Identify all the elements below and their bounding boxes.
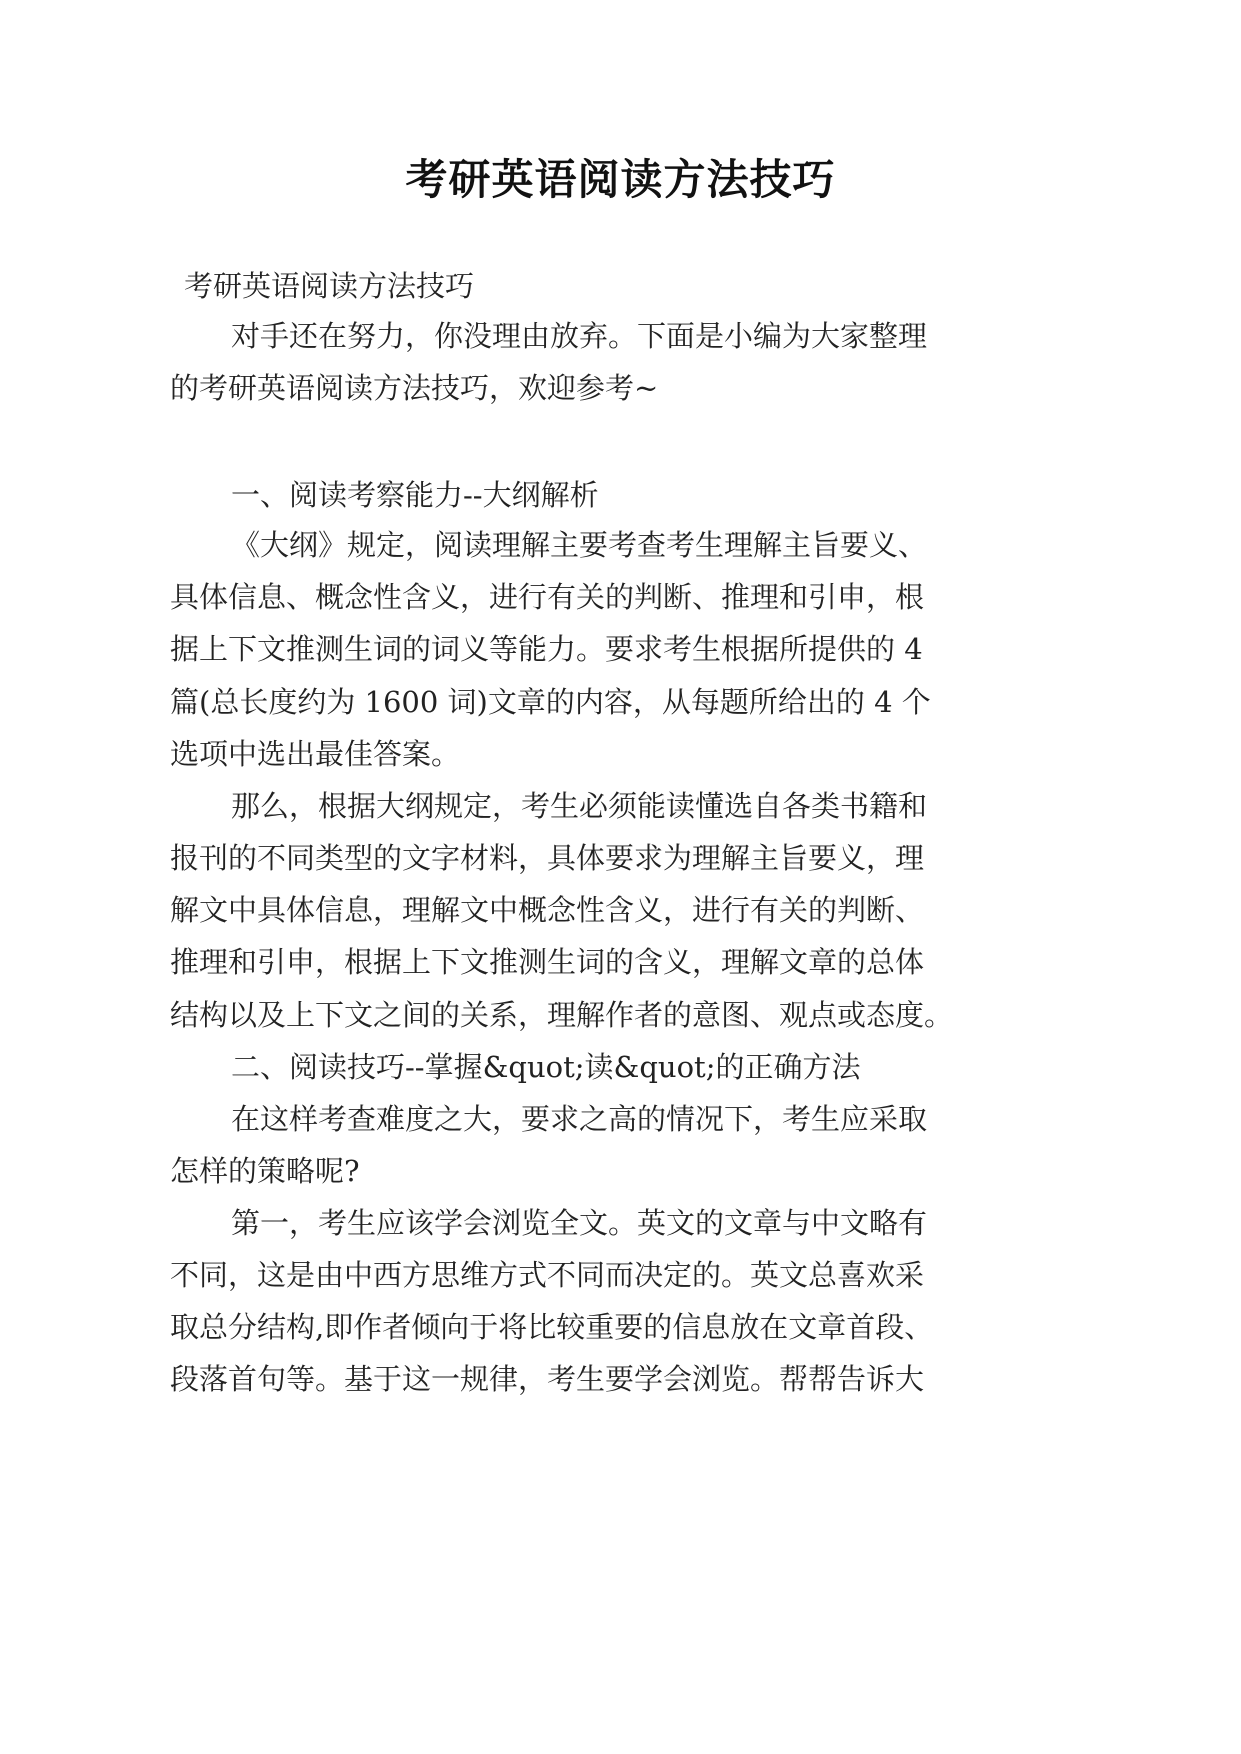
paragraph-line: 结构以及上下文之间的关系，理解作者的意图、观点或态度。 [170,998,954,1032]
paragraph-line: 选项中选出最佳答案。 [170,737,461,771]
paragraph-line: 具体信息、概念性含义，进行有关的判断、推理和引申，根 [170,580,925,614]
paragraph-line: 段落首句等。基于这一规律，考生要学会浏览。帮帮告诉大 [170,1362,925,1396]
paragraph-line: 怎样的策略呢? [170,1154,360,1188]
paragraph-line: 在这样考查难度之大，要求之高的情况下，考生应采取 [231,1102,928,1136]
paragraph-line: 解文中具体信息，理解文中概念性含义，进行有关的判断、 [170,893,925,927]
paragraph-line: 那么，根据大纲规定，考生必须能读懂选自各类书籍和 [231,789,928,823]
paragraph-line: 据上下文推测生词的词义等能力。要求考生根据所提供的 4 [170,632,923,666]
paragraph-line: 报刊的不同类型的文字材料，具体要求为理解主旨要义，理 [170,841,925,875]
paragraph-line: 推理和引申，根据上下文推测生词的含义，理解文章的总体 [170,945,925,979]
section-heading: 一、阅读考察能力--大纲解析 [231,478,599,512]
paragraph-line: 取总分结构,即作者倾向于将比较重要的信息放在文章首段、 [170,1310,934,1344]
paragraph-line: 篇(总长度约为 1600 词)文章的内容，从每题所给出的 4 个 [170,685,931,719]
paragraph-line: 不同，这是由中西方思维方式不同而决定的。英文总喜欢采 [170,1258,925,1292]
paragraph-line: 的考研英语阅读方法技巧，欢迎参考~ [170,371,659,405]
paragraph-line: 第一，考生应该学会浏览全文。英文的文章与中文略有 [231,1206,928,1240]
paragraph-line: 《大纲》规定，阅读理解主要考查考生理解主旨要义、 [231,528,928,562]
document-title: 考研英语阅读方法技巧 [405,155,836,204]
paragraph-line: 对手还在努力，你没理由放弃。下面是小编为大家整理 [231,319,928,353]
subtitle-line: 考研英语阅读方法技巧 [184,269,475,303]
section-heading: 二、阅读技巧--掌握&quot;读&quot;的正确方法 [231,1050,861,1084]
